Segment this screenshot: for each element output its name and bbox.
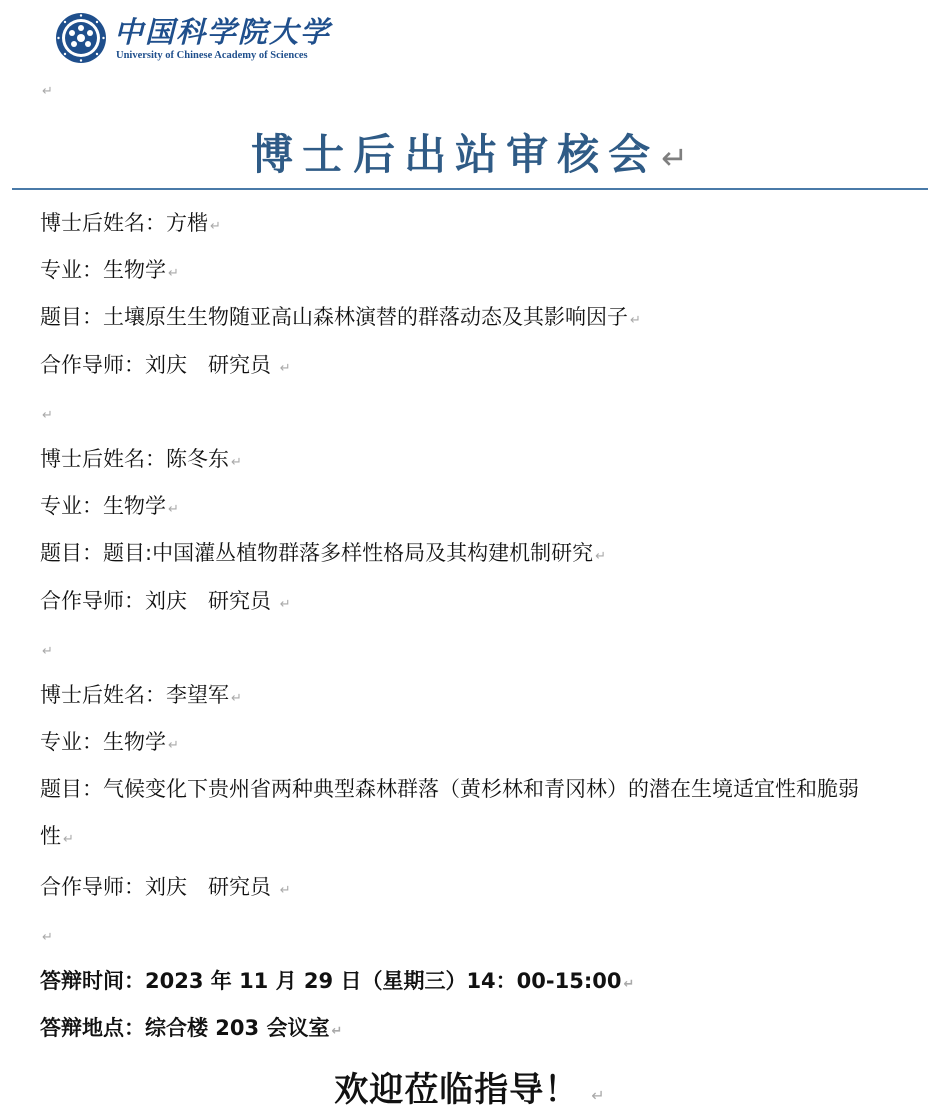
paragraph-mark-icon: ↵ bbox=[279, 360, 291, 376]
candidate-name-line bbox=[40, 672, 900, 719]
advisor-title: 研究员 bbox=[208, 352, 271, 377]
paragraph-mark-icon: ↵ bbox=[168, 738, 179, 754]
page-title: 博士后出站审核会 bbox=[251, 130, 660, 179]
candidate-name-label: 博士后姓名： bbox=[40, 682, 166, 707]
paragraph-mark-icon: ↵ bbox=[591, 1086, 605, 1105]
candidate-major-line bbox=[40, 719, 900, 766]
candidate-topic-line bbox=[40, 294, 900, 341]
candidate-topic-line bbox=[40, 530, 900, 577]
candidate-name: 李望军 bbox=[166, 682, 229, 707]
empty-paragraph bbox=[40, 80, 53, 99]
university-logo bbox=[55, 12, 331, 64]
paragraph-mark-icon: ↵ bbox=[279, 882, 291, 898]
welcome-row bbox=[0, 1062, 939, 1111]
topic-label: 题目： bbox=[40, 305, 103, 330]
empty-paragraph bbox=[40, 389, 900, 436]
document-body bbox=[40, 200, 900, 1052]
major-label: 专业： bbox=[40, 258, 103, 283]
major: 生物学 bbox=[103, 258, 166, 283]
candidate-name-label: 博士后姓名： bbox=[40, 211, 166, 235]
paragraph-mark-icon: ↵ bbox=[210, 219, 221, 234]
defense-place-line bbox=[40, 1005, 900, 1052]
advisor-label: 合作导师： bbox=[40, 352, 145, 377]
university-seal-icon bbox=[55, 12, 107, 64]
candidate-advisor-line bbox=[40, 864, 900, 911]
candidate-advisor-line bbox=[40, 578, 900, 625]
paragraph-mark-icon: ↵ bbox=[661, 139, 688, 177]
title-row bbox=[0, 122, 939, 182]
university-name-en: University of Chinese Academy of Sciences bbox=[116, 50, 308, 61]
welcome-text: 欢迎莅临指导！ bbox=[334, 1070, 580, 1110]
defense-time-label: 答辩时间： bbox=[40, 969, 145, 994]
defense-place-label: 答辩地点： bbox=[40, 1016, 145, 1041]
advisor-label: 合作导师： bbox=[40, 588, 145, 613]
topic-label: 题目： bbox=[40, 777, 103, 802]
topic-label: 题目： bbox=[40, 541, 103, 566]
paragraph-mark-icon: ↵ bbox=[168, 502, 179, 518]
advisor-name: 刘庆 bbox=[145, 588, 187, 613]
empty-paragraph bbox=[40, 625, 900, 672]
paragraph-mark-icon: ↵ bbox=[42, 929, 53, 945]
paragraph-mark-icon: ↵ bbox=[42, 643, 53, 659]
paragraph-mark-icon: ↵ bbox=[279, 596, 291, 612]
paragraph-mark-icon: ↵ bbox=[63, 832, 74, 848]
paragraph-mark-icon: ↵ bbox=[331, 1024, 343, 1040]
advisor-name: 刘庆 bbox=[145, 352, 187, 377]
candidate-name-line bbox=[40, 200, 900, 247]
candidate-advisor-line bbox=[40, 342, 900, 389]
advisor-title: 研究员 bbox=[208, 588, 271, 613]
university-name-cn: 中国科学院大学 bbox=[114, 15, 332, 49]
defense-time: 2023 年 11 月 29 日（星期三）14：00-15:00 bbox=[145, 969, 622, 994]
topic: 土壤原生生物随亚高山森林演替的群落动态及其影响因子 bbox=[103, 305, 628, 330]
candidate-major-line bbox=[40, 483, 900, 530]
major: 生物学 bbox=[103, 730, 166, 755]
paragraph-mark-icon: ↵ bbox=[231, 454, 242, 470]
topic: 题目:中国灌丛植物群落多样性格局及其构建机制研究 bbox=[103, 541, 594, 566]
advisor-title: 研究员 bbox=[208, 874, 271, 899]
paragraph-mark-icon: ↵ bbox=[630, 313, 641, 329]
paragraph-mark-icon: ↵ bbox=[42, 407, 53, 423]
topic: 气候变化下贵州省两种典型森林群落（黄杉林和青冈林）的潜在生境适宜性和脆弱性 bbox=[40, 777, 859, 849]
paragraph-mark-icon: ↵ bbox=[231, 690, 242, 706]
empty-paragraph bbox=[40, 911, 900, 958]
defense-time-line bbox=[40, 958, 900, 1005]
major: 生物学 bbox=[103, 494, 166, 519]
defense-place: 综合楼 203 会议室 bbox=[145, 1016, 330, 1041]
paragraph-mark-icon: ↵ bbox=[168, 266, 179, 282]
advisor-label: 合作导师： bbox=[40, 874, 145, 899]
major-label: 专业： bbox=[40, 730, 103, 755]
major-label: 专业： bbox=[40, 494, 103, 519]
paragraph-mark-icon: ↵ bbox=[595, 549, 606, 565]
title-divider bbox=[12, 188, 928, 190]
candidate-major-line bbox=[40, 247, 900, 294]
paragraph-mark-icon: ↵ bbox=[623, 977, 635, 993]
candidate-name-line bbox=[40, 436, 900, 483]
candidate-name: 方楷 bbox=[166, 211, 208, 235]
paragraph-mark-icon: ↵ bbox=[42, 84, 53, 99]
candidate-name-label: 博士后姓名： bbox=[40, 446, 166, 471]
advisor-name: 刘庆 bbox=[145, 874, 187, 899]
candidate-name: 陈冬东 bbox=[166, 446, 229, 471]
candidate-topic-line bbox=[40, 766, 876, 863]
